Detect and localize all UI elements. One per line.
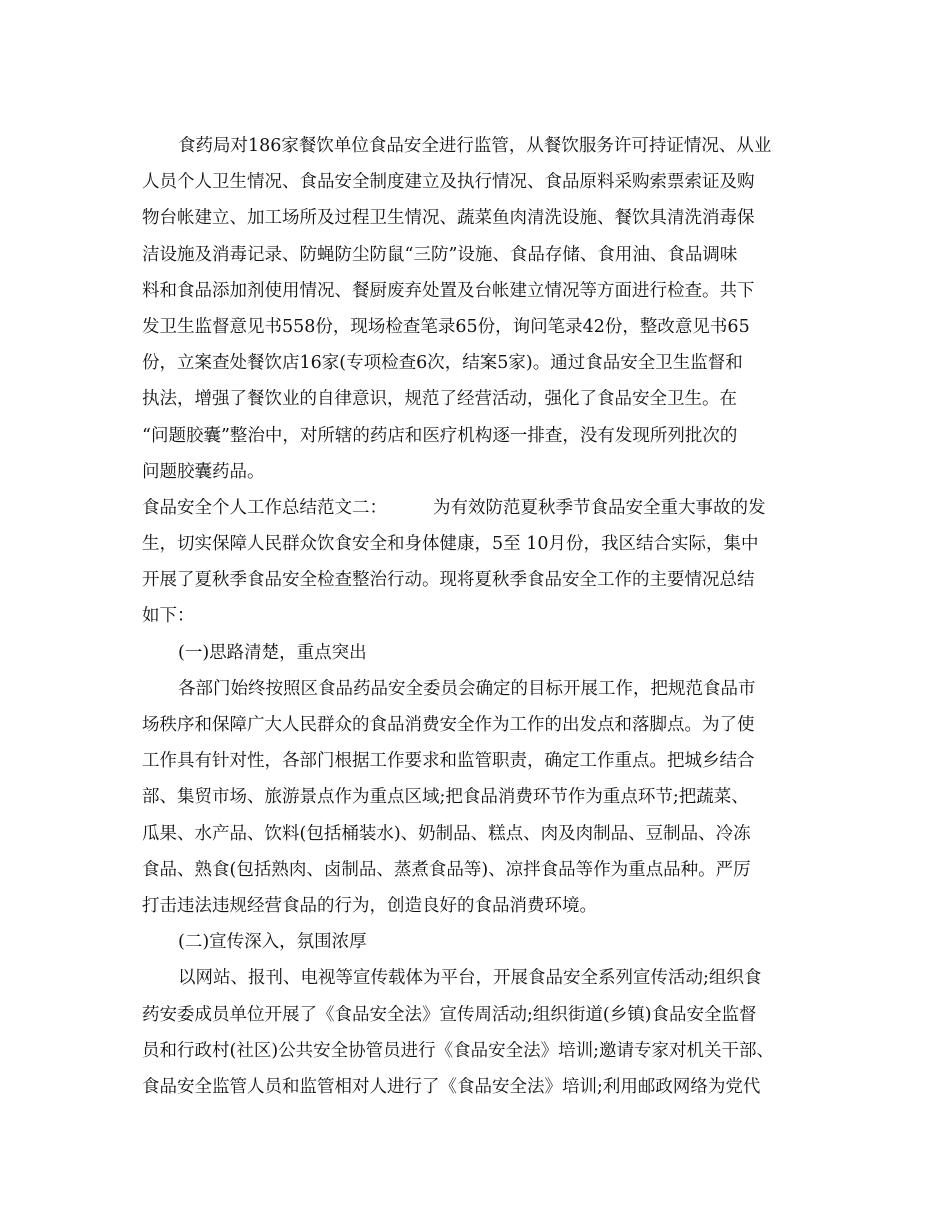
text-line-content: 食药局对186家餐饮单位食品安全进行监管，从餐饮服务许可持证情况、从业 (178, 136, 772, 156)
text-line-content: 食品、熟食(包括熟肉、卤制品、蒸煮食品等)、凉拌食品等作为重点品种。严厉 (142, 859, 751, 880)
text-line (142, 200, 822, 236)
text-line (142, 671, 822, 707)
text-line-content: 洁设施及消毒记录、防蝇防尘防鼠“三防”设施、食品存储、食用油、食品调味 (142, 244, 738, 265)
text-line-content: 各部门始终按照区食品药品安全委员会确定的目标开展工作，把规范食品市 (178, 678, 756, 699)
text-line (142, 1033, 822, 1069)
text-line (142, 345, 822, 381)
text-line (142, 490, 822, 526)
text-line-content: 工作具有针对性，各部门根据工作要求和监管职责，确定工作重点。把城乡结合 (142, 751, 755, 772)
text-line (142, 779, 822, 815)
text-line (142, 1069, 822, 1105)
text-line (142, 164, 822, 200)
text-line-content: 物台帐建立、加工场所及过程卫生情况、蔬菜鱼肉清洗设施、餐饮具清洗消毒保 (142, 208, 755, 229)
text-line (142, 237, 822, 273)
text-line (142, 309, 822, 345)
text-line (142, 381, 822, 417)
text-line (142, 816, 822, 852)
text-line-content: 份，立案查处餐饮店16家(专项检查6次，结案5家)。通过食品安全卫生监督和 (142, 353, 743, 374)
text-line-content: 食品安全监管人员和监管相对人进行了《食品安全法》培训;利用邮政网络为党代 (142, 1076, 761, 1097)
text-line (142, 960, 822, 996)
text-line-content: 问题胶囊药品。 (142, 461, 265, 482)
text-line (142, 273, 822, 309)
text-line-content: 食品安全个人工作总结范文二： (142, 497, 387, 518)
text-line-content: 料和食品添加剂使用情况、餐厨废弃处置及台帐建立情况等方面进行检查。共下 (142, 280, 755, 301)
document-body (142, 128, 822, 1105)
text-line (142, 707, 822, 743)
text-line-content: 打击违法违规经营食品的行为，创造良好的食品消费环境。 (142, 895, 597, 916)
text-line-content: 发卫生监督意见书558份，现场检查笔录65份，询问笔录42份，整改意见书65 (142, 316, 750, 337)
text-line-content: 生，切实保障人民群众饮食安全和身体健康，5至 10月份，我区结合实际，集中 (142, 534, 759, 555)
text-line (142, 924, 822, 960)
text-line (142, 888, 822, 924)
text-line (142, 635, 822, 671)
text-line (142, 562, 822, 598)
text-line (142, 997, 822, 1033)
text-line-content: 人员个人卫生情况、食品安全制度建立及执行情况、食品原料采购索票索证及购 (142, 172, 755, 193)
text-line-content: 以网站、报刊、电视等宣传载体为平台，开展食品安全系列宣传活动;组织食 (178, 968, 762, 989)
text-line-content: 如下： (142, 606, 195, 627)
text-line-content: 瓜果、水产品、饮料(包括桶装水)、奶制品、糕点、肉及肉制品、豆制品、冷冻 (142, 823, 751, 844)
text-line-content: “问题胶囊”整治中，对所辖的药店和医疗机构逐一排查，没有发现所列批次的 (142, 425, 738, 446)
text-line-content: 部、集贸市场、旅游景点作为重点区域;把食品消费环节作为重点环节;把蔬菜、 (142, 787, 749, 808)
text-line-tail: 为有效防范夏秋季节食品安全重大事故的发 (433, 497, 766, 518)
text-line-content: 员和行政村(社区)公共安全协管员进行《食品安全法》培训;邀请专家对机关干部、 (142, 1040, 775, 1061)
text-line (142, 852, 822, 888)
text-line-content: 执法，增强了餐饮业的自律意识，规范了经营活动，强化了食品安全卫生。在 (142, 389, 737, 410)
text-line-content: (一)思路清楚，重点突出 (178, 642, 367, 663)
text-line-content: 开展了夏秋季食品安全检查整治行动。现将夏秋季食品安全工作的主要情况总结 (142, 570, 755, 591)
text-line (142, 598, 822, 634)
text-line (142, 526, 822, 562)
text-line-content: (二)宣传深入，氛围浓厚 (178, 932, 367, 953)
text-line (142, 128, 822, 164)
text-line-content: 药安委成员单位开展了《食品安全法》宣传周活动;组织街道(乡镇)食品安全监督 (142, 1004, 757, 1025)
text-line (142, 454, 822, 490)
text-line (142, 418, 822, 454)
text-line (142, 743, 822, 779)
text-line-content: 场秩序和保障广大人民群众的食品消费安全作为工作的出发点和落脚点。为了使 (142, 715, 755, 735)
